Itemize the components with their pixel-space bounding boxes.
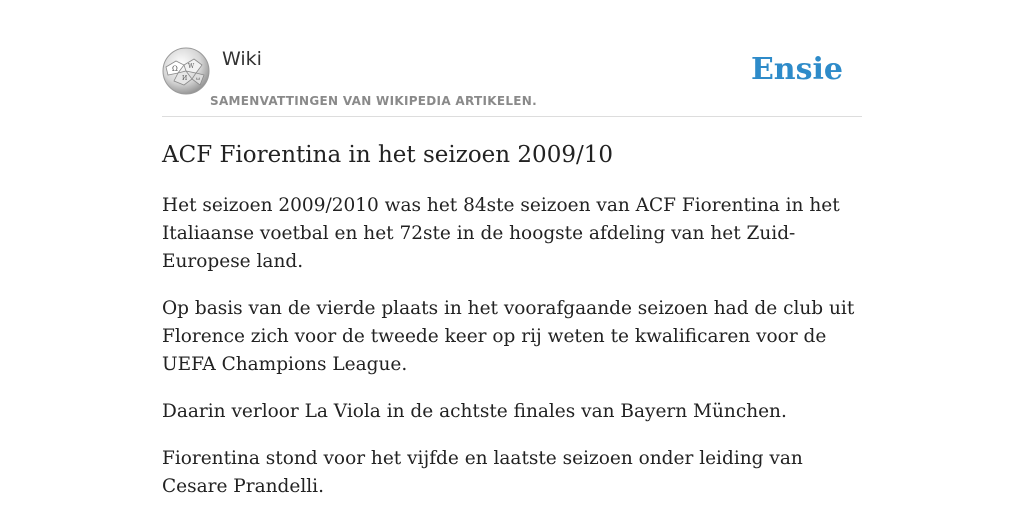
article-title: ACF Fiorentina in het seizoen 2009/10 (162, 142, 613, 168)
svg-text:W: W (188, 63, 195, 70)
svg-text:И: И (182, 75, 188, 82)
site-name[interactable]: Wiki (222, 48, 262, 70)
article-paragraph: Fiorentina stond voor het vijfde en laatste seizoen onder leiding van Cesare Prandelli. (162, 448, 803, 497)
wikipedia-globe-icon[interactable] (162, 47, 210, 95)
site-header (162, 44, 862, 117)
svg-text:ω: ω (196, 76, 201, 82)
svg-text:Ω: Ω (172, 65, 178, 73)
site-tagline: SAMENVATTINGEN VAN WIKIPEDIA ARTIKELEN. (210, 94, 537, 108)
brand-logo-text[interactable]: Ensie (750, 52, 843, 87)
article-body (162, 192, 862, 512)
article-paragraph: Op basis van de vierde plaats in het voorafgaande seizoen had de club uit Florence zich voor de tweede keer op rij weten te kwalificaren voor de UEFA Champions League. (162, 298, 855, 375)
article-paragraph: Daarin verloor La Viola in de achtste finales van Bayern München. (162, 401, 787, 422)
article-paragraph: Het seizoen 2009/2010 was het 84ste seizoen van ACF Fiorentina in het Italiaanse voetbal en het 72ste in de hoogste afdeling van het Zuid-Europese land. (162, 195, 840, 272)
